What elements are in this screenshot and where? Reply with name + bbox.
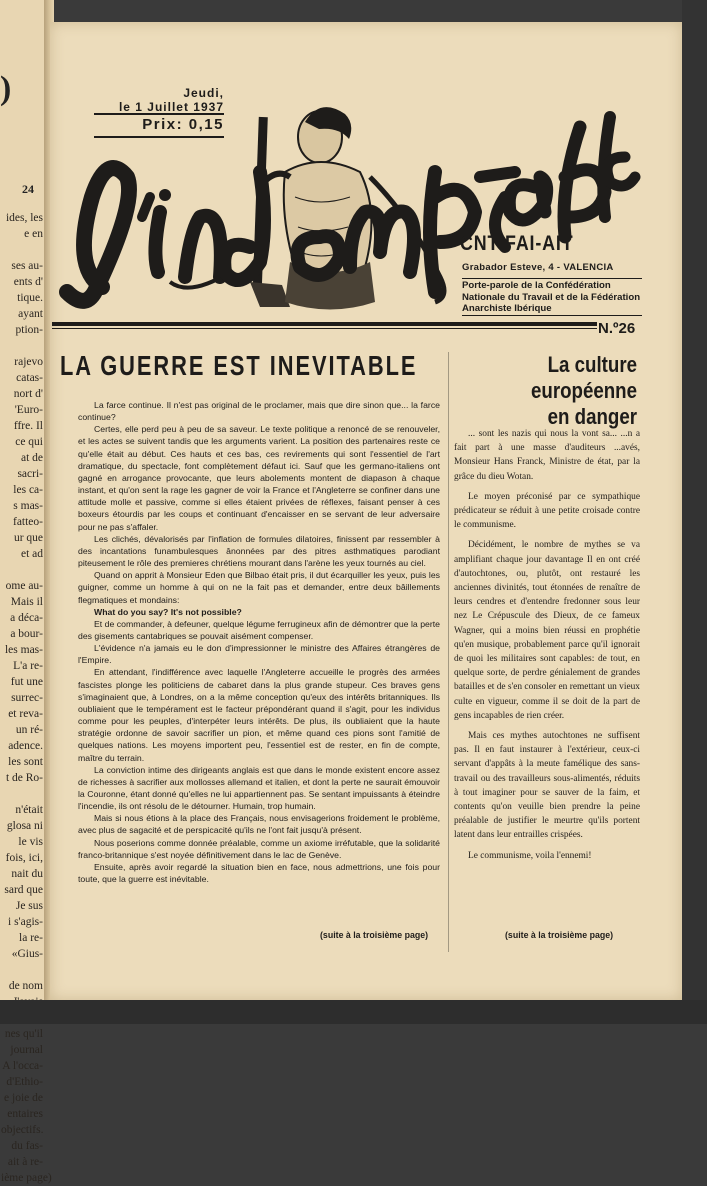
left-page-line: nait du bbox=[11, 868, 43, 880]
left-page-line: surrec- bbox=[11, 692, 43, 704]
left-page-line: et reva- bbox=[8, 708, 43, 720]
left-page-line: ffre. Il bbox=[13, 420, 43, 432]
column-divider bbox=[448, 352, 449, 952]
left-page-line: ides, les bbox=[5, 212, 43, 224]
left-page-line: t de Ro- bbox=[5, 772, 43, 784]
left-page-line bbox=[1, 562, 43, 578]
left-page-number: 24 bbox=[22, 182, 34, 196]
address-rule bbox=[462, 278, 642, 279]
main-paragraph: Mais si nous étions à la place des Français, nous envisagerions froidement le problème, avec plus de sagacité et de perspicacité qu'ils ne l'ont fait jusqu'à présent. bbox=[78, 813, 440, 836]
left-page-line: entaires bbox=[7, 1108, 43, 1120]
left-page-line: objectifs. bbox=[1, 1124, 44, 1136]
main-paragraph: Certes, elle perd peu à peu de sa saveur. Le texte politique a renoncé de se renouveler, et les actes se suivent tandis que les arguments varient. La position des partenaires reste ce qu'elle était au début. Ces hauts et ces bas, ces revirements qui sont l'essentiel de l'art dramatique, du spectacle, font complètement défaut ici. Sauf que les germano-italiens ont gagné en arrogance provocante, que leurs abolements montent de diapason à chaque instant, et qu'on sent la rage les gagner de voir la France et l'Angleterre se confiner dans une attitude molle et passive, comme si elles étaient privées de réflexes, faisant penser à ces boxeurs étourdis par les coups et continuant d'encaisser en se servant de leur adversaire pour ne pas s'affaler. bbox=[78, 424, 440, 532]
side-paragraph: Décidément, le nombre de mythes se va amplifiant chaque jour davantage Il en ont créé d'autochtones, ou, plutôt, ont restauré les anciennes divinités, tout étonnées de renaître de leurs cendres et d'entendre fredonner sous leur nez Le Crépuscule des Dieux, de ce fameux Wagner, qui a moins bien réussi en prophétie qu'en musique, probablement parce qu'il ignorait de quoi les militaires sont capables: de tout, en quelque sorte, de perdre génialement de grandes batailles et de s'en consoler en remettant un vieux culte en vigueur, comme il se doit de la part de gens incapables de rien créer. bbox=[454, 540, 640, 721]
main-paragraph: L'évidence n'a jamais eu le don d'impressionner le ministre des Affaires étrangères de l'Empire. bbox=[78, 643, 440, 666]
date-full: le 1 Juillet 1937 bbox=[118, 100, 224, 114]
side-headline-line2: en danger bbox=[547, 404, 637, 429]
left-page-line: at de bbox=[20, 452, 43, 464]
side-paragraph: Mais ces mythes autochtones ne suffisent pas. Il en faut instaurer à l'extérieur, ceux-ci servant d'appâts à la meute famélique des sans-travail ou des travailleurs sous-alimentés, réduits à tout imaginer pour se sauver de la faim, et contents qu'on veuille bien prendre la peine préalable de justifier le meurtre qu'ils portent latent dans leur entrailles crispées. bbox=[454, 731, 640, 841]
left-page-line: adence. bbox=[8, 740, 43, 752]
left-page-line: a bour- bbox=[10, 628, 43, 640]
left-page-line: le vis bbox=[18, 836, 43, 848]
main-headline: LA GUERRE EST INEVITABLE bbox=[60, 350, 418, 381]
left-page-line: fut une bbox=[10, 676, 43, 688]
left-page-line: journal bbox=[10, 1044, 43, 1056]
left-page-line: s mas- bbox=[13, 500, 43, 512]
main-paragraph: En attendant, l'indifférence avec laquelle l'Angleterre accueille le progrès des armées fascistes plonge les politiciens de cabaret dans la plus grande stupeur. Ces braves gens s'imaginaient que, à Londres, on a la même conception qu'eux des intérêts britanniques. Ils oubliaient que le tempérament est le facteur prépondérant quand il s'agit, pour les individus comme pour les peuples, d'interpéter leurs intérêts. De plus, ils oubliaient que la haute stratégie ordonne de savoir sacrifier un pion, et même quand ces pions sont l'amitié de quelques nations. Les moyens importent peu, l'essentiel est de rester, en fin de compte, maître du terrain. bbox=[78, 667, 440, 763]
left-page-line: nes qu'il bbox=[4, 1028, 43, 1040]
left-page-line: Mais il bbox=[10, 596, 43, 608]
left-page-line: ce qui bbox=[15, 436, 43, 448]
left-page-fragment bbox=[0, 0, 52, 1184]
left-page-line bbox=[1, 242, 43, 258]
main-paragraph: Ensuite, après avoir regardé la situation bien en face, nous admettrions, une fois pour toute, que la guerre est inévitable. bbox=[78, 861, 440, 885]
date-weekday: Jeudi, bbox=[183, 86, 224, 100]
left-page-line: ur que bbox=[13, 532, 43, 544]
left-page-line: glosa ni bbox=[6, 820, 43, 832]
left-page-glyph: ) bbox=[0, 70, 12, 107]
left-page-line: ième page) bbox=[1, 1172, 52, 1184]
left-page-line: ayant bbox=[18, 308, 43, 320]
main-paragraph: Et de commander, à defeuner, quelque légume ferrugineux afin de démontrer que la perte des gisements cantabriques se pouvait aisément compenser. bbox=[78, 618, 440, 641]
left-page-line: «Gius- bbox=[11, 948, 43, 960]
main-paragraph: La conviction intime des dirigeants anglais est que dans le monde existent encore assez de richesses à sacrifier aux mollosses allemand et italien, et dont la perte ne saurait émouvoir la Couronne, étant donné qu'elles ne lui appartiennent pas. Se sentant impuissants à éteindre l'incendie, ils ont résolu de le détourner. Humain, trop humain. bbox=[78, 764, 440, 812]
left-page-line: un ré- bbox=[15, 724, 43, 736]
newspaper-page bbox=[50, 22, 682, 1000]
left-page-line: L'a re- bbox=[13, 660, 43, 672]
side-headline bbox=[482, 352, 637, 430]
side-article-continuation: (suite à la troisième page) bbox=[505, 930, 614, 940]
publisher-rule bbox=[462, 315, 642, 316]
left-page-line: la re- bbox=[19, 932, 43, 944]
left-page-line: tique. bbox=[17, 292, 43, 304]
left-page-line: e joie de bbox=[4, 1092, 43, 1104]
left-page-line bbox=[1, 962, 43, 978]
side-headline-line1: La culture européenne bbox=[531, 352, 637, 403]
left-page-line bbox=[1, 338, 43, 354]
left-page-line: et ad bbox=[20, 548, 43, 560]
left-page-line: du fas- bbox=[11, 1140, 43, 1152]
side-article-body bbox=[454, 427, 640, 863]
left-page-line: ait à re- bbox=[7, 1156, 43, 1168]
publisher-statement: Porte-parole de la Confédération Nationale du Travail et de la Fédération Anarchiste Ibérique bbox=[462, 280, 641, 314]
main-article-body bbox=[78, 399, 440, 885]
left-page-line: les ca- bbox=[13, 484, 43, 496]
left-page-line: ses au- bbox=[11, 260, 43, 272]
left-page-line: fois, ici, bbox=[5, 852, 43, 864]
left-page-line bbox=[1, 786, 43, 802]
left-page-line: sacri- bbox=[17, 468, 43, 480]
scan-background-bottom bbox=[0, 1000, 707, 1024]
left-page-line: n'était bbox=[15, 804, 43, 816]
organization-acronyms: CNT-FAI-AIT bbox=[460, 232, 574, 255]
editorial-address: Grabador Esteve, 4 - VALENCIA bbox=[462, 262, 614, 273]
scan-background-right bbox=[682, 0, 707, 1024]
left-page-line: fatteo- bbox=[12, 516, 43, 528]
left-page-line: de nom bbox=[8, 980, 43, 992]
left-page-line: sard que bbox=[4, 884, 43, 896]
masthead-rule bbox=[52, 322, 597, 329]
main-article-continuation: (suite à la troisième page) bbox=[320, 930, 429, 940]
left-page-line: nort d' bbox=[13, 388, 43, 400]
left-page-line: A l'occa- bbox=[2, 1060, 43, 1072]
main-paragraph-quote: What do you say? It's not possible? bbox=[94, 606, 242, 617]
left-page-line: ption- bbox=[15, 324, 43, 336]
left-page-line: les sont bbox=[8, 756, 43, 768]
left-page-line: ome au- bbox=[5, 580, 43, 592]
left-page-line: catas- bbox=[16, 372, 43, 384]
left-page-line: a déca- bbox=[10, 612, 43, 624]
left-page-line: d'Ethio- bbox=[6, 1076, 43, 1088]
side-paragraph: Le moyen préconisé par ce sympathique prédicateur se réduit à une petite croisade contre le communisme. bbox=[454, 491, 640, 531]
side-paragraph: Le communisme, voila l'ennemi! bbox=[468, 850, 592, 861]
left-page-line: ents d' bbox=[13, 276, 43, 288]
issue-number: N.º26 bbox=[598, 320, 636, 337]
side-paragraph: ... sont les nazis qui nous la vont sa... ...n a fait part à une masse d'auditeurs ...avés, Monsieur Hans Franck, Ministre de état, par la grâce du dieu Wotan. bbox=[454, 429, 640, 482]
left-page-line: 'Euro- bbox=[14, 404, 43, 416]
left-page-line: Je sus bbox=[15, 900, 43, 912]
left-page-line: i s'agis- bbox=[8, 916, 43, 928]
left-page-column bbox=[1, 210, 52, 1186]
main-paragraph: Nous poserions comme donnée préalable, comme un axiome irréfutable, que la solidarité franco-britannique s'est noyée définitivement dans le lac de Genève. bbox=[78, 837, 440, 860]
left-page-line: e en bbox=[24, 228, 43, 240]
main-paragraph: La farce continue. Il n'est pas original de le proclamer, mais que dire sinon que... la farce continue? bbox=[78, 400, 440, 423]
left-page-line: rajevo bbox=[14, 356, 43, 368]
main-paragraph: Quand on apprit à Monsieur Eden que Bilbao était pris, il dut écarquiller les yeux, puis les guigner, comme un homme à qui on ne la fait pas et demander, entre deux bâillements flegmatiques et mondains: bbox=[78, 570, 440, 605]
main-paragraph: Les clichés, dévalorisés par l'inflation de formules dilatoires, finissent par ressembler à des incantations funambulesques ânonnées par des pitres asthmatiques parodiant piteusement le rôle des premieres chrétiens mourant dans l'arène les yeux tournés au ciel. bbox=[78, 533, 440, 569]
issue-price: Prix: 0,15 bbox=[142, 116, 224, 133]
left-page-line: les mas- bbox=[4, 644, 43, 656]
